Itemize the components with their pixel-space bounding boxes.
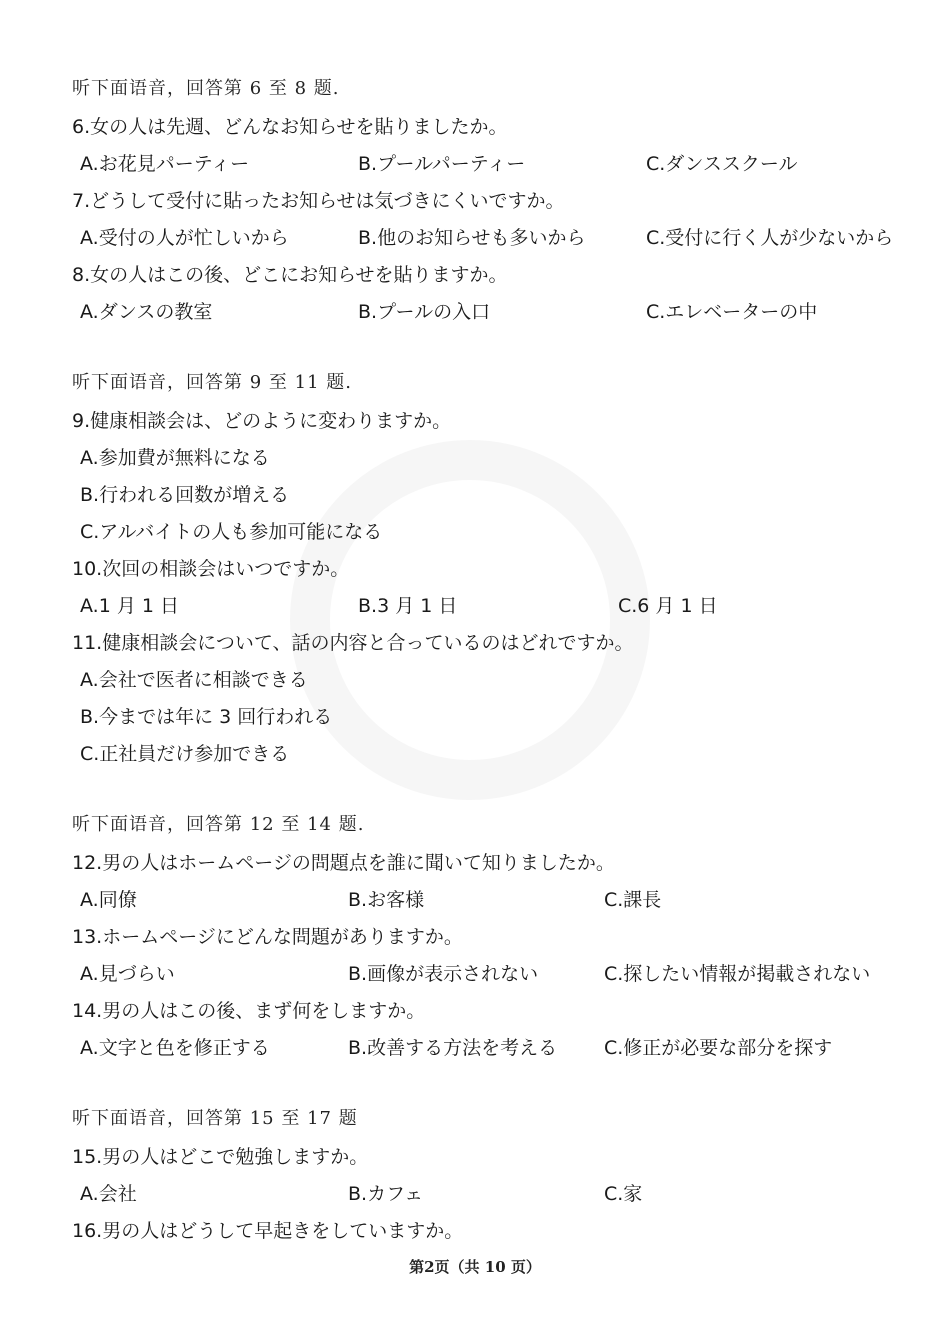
option-a: A.ダンスの教室 [80, 301, 213, 323]
option-a: A.文字と色を修正する [80, 1037, 270, 1059]
options-15 [72, 1179, 912, 1216]
option-c: C.受付に行く人が少ないから [646, 227, 894, 249]
option-c: C.探したい情報が掲載されない [604, 963, 871, 985]
option-b: B.プールの入口 [358, 301, 491, 323]
option-c: C.エレベーターの中 [646, 301, 818, 323]
question-9: 9.健康相談会は、どのように変わりますか。 [72, 410, 452, 432]
options-14 [72, 1033, 912, 1070]
option-a: A.会社 [80, 1183, 137, 1205]
option-b: B.お客様 [348, 889, 425, 911]
question-16: 16.男の人はどうして早起きをしていますか。 [72, 1220, 464, 1242]
option-b: B.プールパーティー [358, 153, 526, 175]
question-group-9-11 [72, 370, 912, 776]
question-14: 14.男の人はこの後、まず何をしますか。 [72, 1000, 426, 1022]
option-c: C.アルバイトの人も参加可能になる [80, 521, 383, 543]
option-b: B.改善する方法を考える [348, 1037, 558, 1059]
page-number: 第2页（共 10 页） [409, 1258, 541, 1276]
options-13 [72, 959, 912, 996]
option-b: B.3 月 1 日 [358, 595, 458, 617]
option-b: B.行われる回数が増える [80, 484, 290, 506]
exam-page [72, 76, 912, 1289]
question-10: 10.次回の相談会はいつですか。 [72, 558, 350, 580]
question-15: 15.男の人はどこで勉強しますか。 [72, 1146, 369, 1168]
question-7: 7.どうして受付に貼ったお知らせは気づきにくいですか。 [72, 190, 565, 212]
question-group-6-8 [72, 76, 912, 334]
option-c: C.家 [604, 1183, 643, 1205]
option-a: A.受付の人が忙しいから [80, 227, 289, 249]
option-b: B.画像が表示されない [348, 963, 539, 985]
question-12: 12.男の人はホームページの問題点を誰に聞いて知りましたか。 [72, 852, 615, 874]
options-6 [72, 149, 912, 186]
question-6: 6.女の人は先週、どんなお知らせを貼りましたか。 [72, 116, 508, 138]
question-13: 13.ホームページにどんな問題がありますか。 [72, 926, 463, 948]
option-b: B.カフェ [348, 1183, 424, 1205]
option-a: A.同僚 [80, 889, 137, 911]
option-a: A.見づらい [80, 963, 175, 985]
option-a: A.会社で医者に相談できる [80, 669, 308, 691]
options-7 [72, 223, 912, 260]
option-a: A.お花見パーティー [80, 153, 250, 175]
option-a: A.1 月 1 日 [80, 595, 179, 617]
section-heading: 听下面语音，回答第 12 至 14 题. [72, 814, 365, 835]
option-b: B.今までは年に 3 回行われる [80, 706, 333, 728]
question-11: 11.健康相談会について、話の内容と合っているのはどれですか。 [72, 632, 634, 654]
option-a: A.参加費が無料になる [80, 447, 270, 469]
section-heading: 听下面语音，回答第 9 至 11 题. [72, 372, 352, 393]
option-c: C.ダンススクール [646, 153, 798, 175]
options-10 [72, 591, 912, 628]
option-c: C.課長 [604, 889, 662, 911]
section-heading: 听下面语音，回答第 6 至 8 题. [72, 78, 340, 99]
question-group-12-14 [72, 812, 912, 1070]
option-c: C.6 月 1 日 [618, 595, 718, 617]
options-8 [72, 297, 912, 334]
question-8: 8.女の人はこの後、どこにお知らせを貼りますか。 [72, 264, 508, 286]
option-c: C.正社員だけ参加できる [80, 743, 290, 765]
options-12 [72, 885, 912, 922]
question-group-15-17 [72, 1106, 912, 1253]
option-c: C.修正が必要な部分を探す [604, 1037, 833, 1059]
section-heading: 听下面语音，回答第 15 至 17 题 [72, 1108, 358, 1129]
option-b: B.他のお知らせも多いから [358, 227, 586, 249]
